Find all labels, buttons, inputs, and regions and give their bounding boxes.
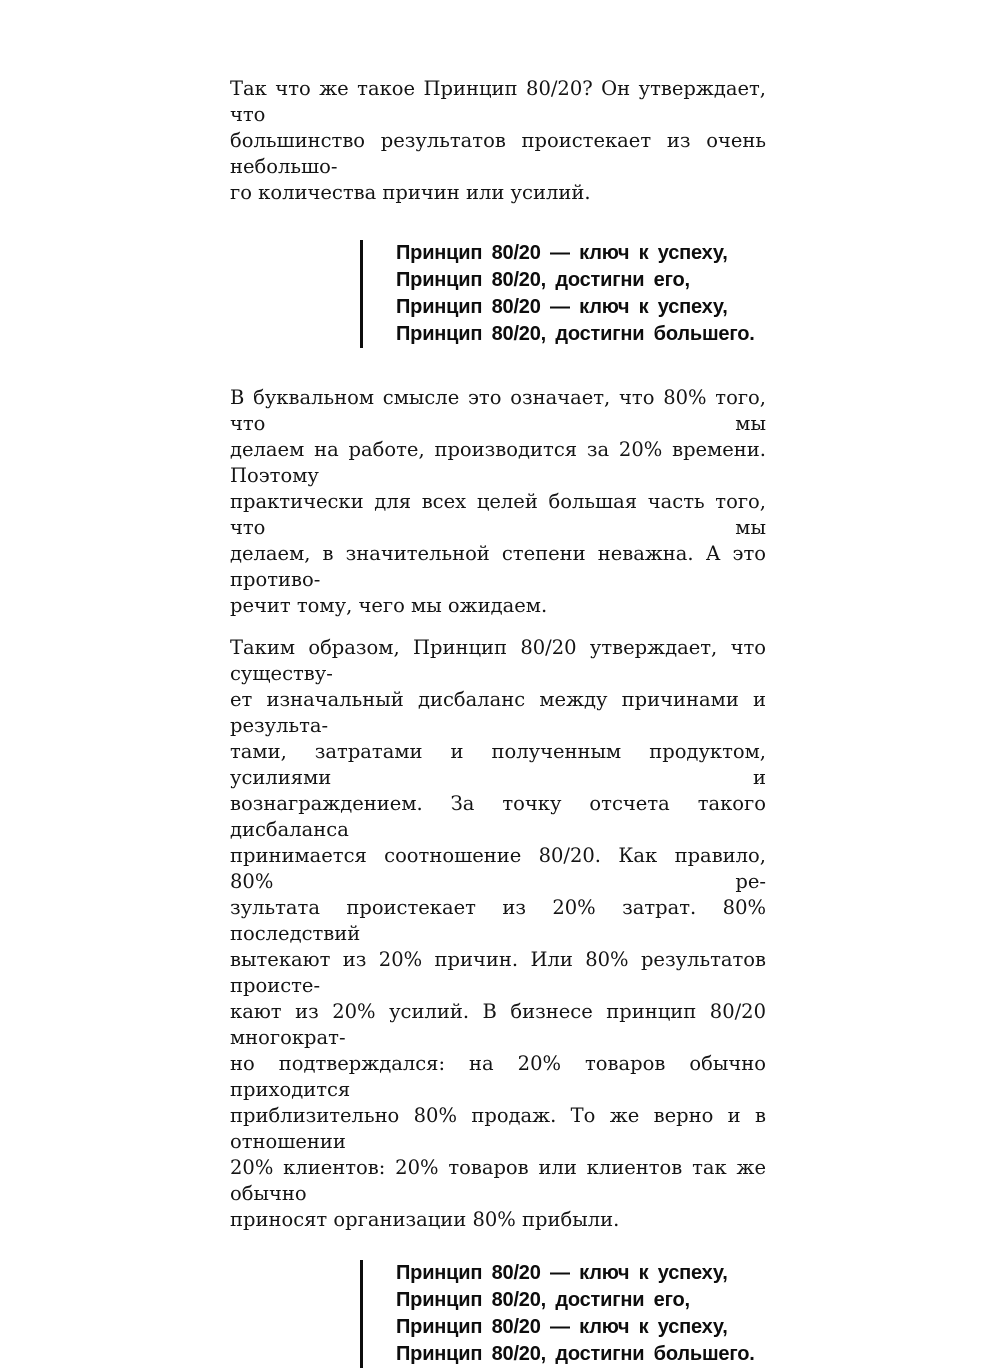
text-line: тами, затратами и полученным продуктом, усилиями и [230,740,766,789]
text-line: 20% клиентов: 20% товаров или клиентов так же обычно [230,1156,766,1205]
text-line: Так что же такое Принцип 80/20? Он утверждает, что [230,77,766,126]
text-line: речит тому, чего мы ожидаем. [230,594,548,617]
text-line: зультата проистекает из 20% затрат. 80% последствий [230,896,766,945]
text-line: практически для всех целей большая часть того, что мы [230,490,766,539]
text-line: Таким образом, Принцип 80/20 утверждает, что существу- [230,636,766,685]
text-line: кают из 20% усилий. В бизнесе принцип 80/20 многократ- [230,1000,766,1049]
quote-line: Принцип 80/20, достигни его, [396,269,690,291]
verse-quote [360,1260,766,1368]
quote-line: Принцип 80/20 — ключ к успеху, [396,1262,728,1284]
text-line: большинство результатов проистекает из очень небольшо- [230,129,766,178]
quote-line: Принцип 80/20, достигни большего. [396,323,755,345]
text-line: ет изначальный дисбаланс между причинами и результа- [230,688,766,737]
text-line: В буквальном смысле это означает, что 80% того, что мы [230,386,766,435]
body-paragraph [230,385,766,619]
quote-line: Принцип 80/20 — ключ к успеху, [396,1316,728,1338]
quote-line: Принцип 80/20, достигни его, [396,1289,690,1311]
verse-quote [360,240,766,348]
quote-line: Принцип 80/20 — ключ к успеху, [396,296,728,318]
text-line: го количества причин или усилий. [230,181,591,204]
text-line: вытекают из 20% причин. Или 80% результатов происте- [230,948,766,997]
quote-line: Принцип 80/20 — ключ к успеху, [396,242,728,264]
text-line: приблизительно 80% продаж. То же верно и в отношении [230,1104,766,1153]
text-line: принимается соотношение 80/20. Как правило, 80% ре- [230,844,766,893]
book-page-content [230,76,766,1368]
text-line: делаем, в значительной степени неважна. А это противо- [230,542,766,591]
text-line: делаем на работе, производится за 20% времени. Поэтому [230,438,766,487]
body-paragraph [230,76,766,206]
body-paragraph [230,635,766,1233]
text-line: вознаграждением. За точку отсчета такого дисбаланса [230,792,766,841]
text-line: но подтверждался: на 20% товаров обычно приходится [230,1052,766,1101]
quote-line: Принцип 80/20, достигни большего. [396,1343,755,1365]
text-line: приносят организации 80% прибыли. [230,1208,620,1231]
